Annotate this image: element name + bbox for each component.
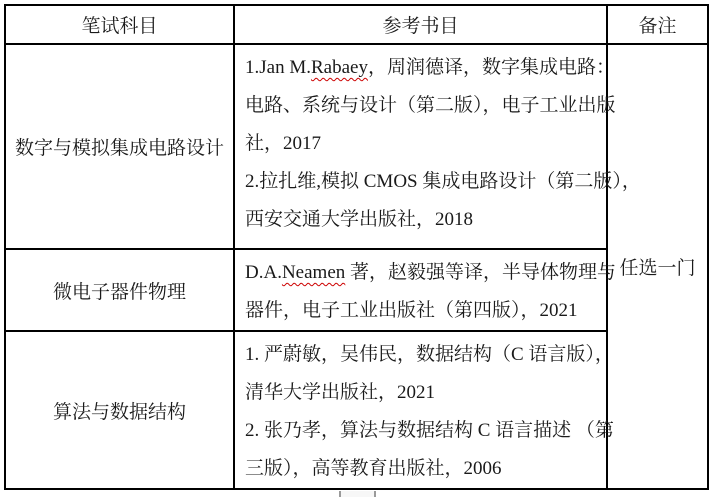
header-references-column: 参考书目	[234, 5, 607, 44]
reference-text: 三版），高等教育出版社，2006	[245, 458, 502, 479]
reference-text: 西安交通大学出版社，2018	[245, 209, 474, 230]
table-row	[5, 249, 708, 331]
reference-line	[245, 292, 602, 330]
table-header-row	[5, 5, 708, 44]
subject-cell-digital-analog-ic: 数字与模拟集成电路设计	[5, 44, 234, 249]
subject-cell-algorithms-data-structures: 算法与数据结构	[5, 331, 234, 489]
reference-text: 器件，电子工业出版社（第四版），2021	[245, 300, 578, 321]
header-subject-column: 笔试科目	[5, 5, 234, 44]
table-row	[5, 331, 708, 489]
reference-line	[245, 87, 616, 125]
references-cell	[234, 331, 614, 489]
reference-text: 电路、系统与设计（第二版），电子工业出版	[245, 95, 616, 116]
remark-merged-cell: 任选一门	[607, 44, 708, 489]
reference-text: 1. 严蔚敏，吴伟民，数据结构（C 语言版），	[245, 344, 614, 365]
reference-line	[245, 374, 602, 412]
reference-text: 2.拉扎维,模拟 CMOS 集成电路设计（第二版），	[245, 171, 641, 192]
reference-text: 2. 张乃孝，算法与数据结构 C 语言描述 （第	[245, 420, 614, 441]
reference-line	[245, 412, 614, 450]
reference-line	[245, 201, 602, 239]
misspelled-word: Rabaey	[310, 57, 368, 78]
reference-line	[245, 336, 614, 374]
next-table-fragment	[339, 491, 376, 497]
reference-text: 1.Jan M.	[245, 57, 311, 78]
reference-text: 著，赵毅强等译，半导体物理与	[345, 262, 617, 283]
reference-text: ，周润德译，数字集成电路：	[367, 57, 615, 78]
table-row	[5, 44, 708, 249]
reference-text: 清华大学出版社，2021	[245, 382, 436, 403]
reference-books-table	[4, 4, 709, 490]
reference-line	[245, 450, 602, 488]
reference-line	[245, 125, 602, 163]
references-cell	[234, 249, 617, 331]
reference-line	[245, 254, 617, 292]
reference-text: D.A.	[245, 262, 282, 283]
reference-line	[245, 49, 615, 87]
references-cell	[234, 44, 641, 249]
subject-cell-microelectronic-devices: 微电子器件物理	[5, 249, 234, 331]
reference-line	[245, 163, 641, 201]
reference-text: 社，2017	[245, 133, 322, 154]
header-remark-column: 备注	[607, 5, 708, 44]
misspelled-word: Neamen	[281, 262, 346, 283]
